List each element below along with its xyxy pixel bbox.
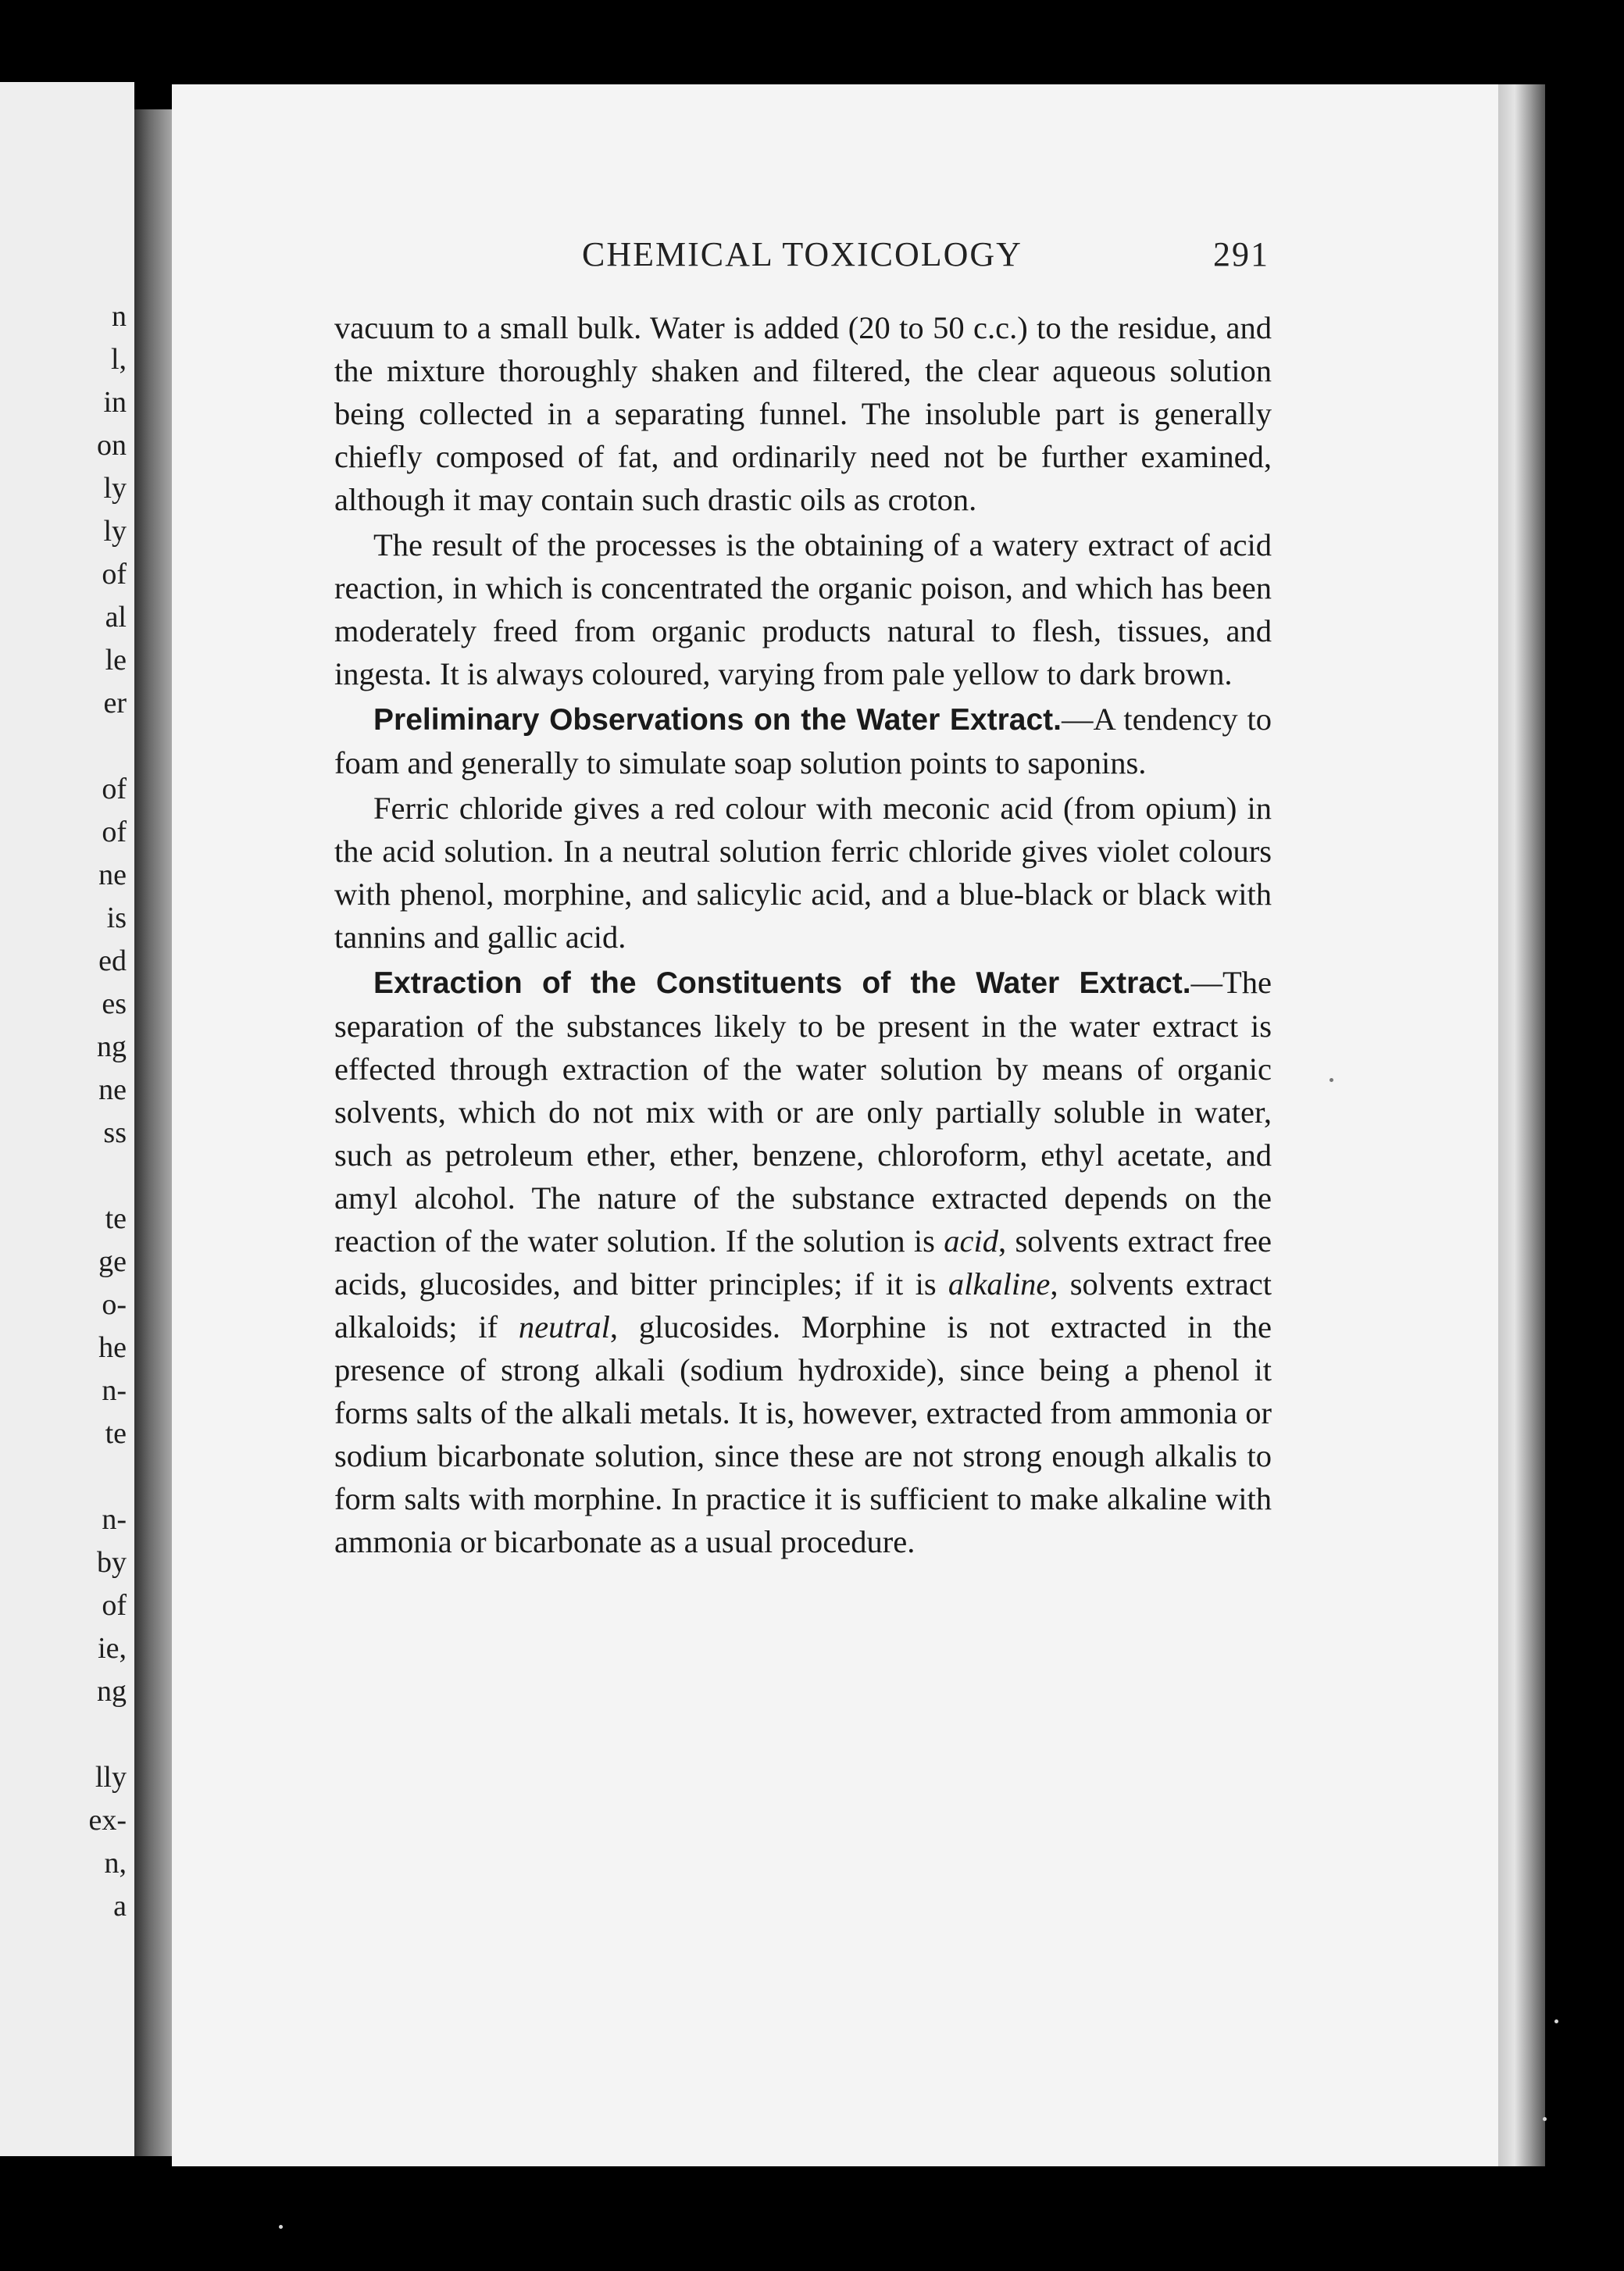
running-title: CHEMICAL TOXICOLOGY: [582, 235, 1023, 273]
left-fragment: te: [105, 1202, 127, 1235]
left-fragment: al: [105, 601, 127, 634]
left-fragment: by: [97, 1546, 127, 1579]
left-fragment: n-: [102, 1374, 127, 1407]
left-fragment: le: [105, 644, 127, 677]
left-fragment: ly: [103, 472, 127, 505]
body-text: [334, 306, 1272, 1563]
left-fragment: o-: [102, 1288, 127, 1321]
italic-term: acid: [944, 1223, 998, 1259]
left-fragment: of: [102, 1589, 127, 1622]
left-fragment: of: [102, 773, 127, 805]
section-heading: Preliminary Observations on the Water Extract.: [373, 703, 1062, 737]
dust-speck: [1543, 2117, 1547, 2121]
left-fragment: on: [97, 429, 127, 462]
left-fragment: lly: [95, 1761, 127, 1794]
paragraph-text: , solvents extract free acids, glucosides, and bitter principles; if it is: [334, 1223, 1272, 1302]
left-fragment: of: [102, 816, 127, 848]
section-heading: Extraction of the Constituents of the Water Extract.: [373, 966, 1191, 1000]
left-fragment: n-: [102, 1503, 127, 1536]
paragraph-text: , solvents extract alkaloids; if: [334, 1266, 1272, 1344]
dust-speck: [279, 2225, 283, 2229]
paragraph: Ferric chloride gives a red colour with meconic acid (from opium) in the acid solution. In a neutral solution ferric chloride gives violet colours with phenol, morphine, and salicylic acid, and a blue-black or black with tannins and gallic acid.: [334, 791, 1272, 955]
left-fragment: ng: [97, 1030, 127, 1063]
page-edge-shadow: [1498, 84, 1545, 2166]
left-fragment: in: [103, 386, 127, 419]
left-fragment: ed: [98, 944, 127, 977]
left-fragment: ge: [98, 1245, 127, 1278]
left-fragment: l,: [110, 343, 127, 376]
left-page-edge: [0, 82, 134, 2156]
paragraph: The result of the processes is the obtaining of a watery extract of acid reaction, in which is concentrated the organic poison, and which has been moderately freed from organic products natural to flesh, tissues, and ingesta. It is always coloured, varying from pale yellow to dark brown.: [334, 527, 1272, 691]
left-fragment: ss: [103, 1116, 127, 1149]
left-fragment: ie,: [98, 1632, 127, 1665]
paragraph-text: —A tendency to foam and generally to simulate soap solution points to saponins.: [334, 702, 1272, 780]
left-fragment: er: [103, 687, 127, 720]
page-number: 291: [1213, 235, 1269, 273]
paragraph-text: , glucosides. Morphine is not extracted in the presence of strong alkali (sodium hydroxide), since being a phenol it forms salts of the alkali metals. It is, however, extracted from ammonia or sodium bicarbonate solution, since these are not strong enough alkalis to form salts with morphine. In practice it is sufficient to make alkaline with ammonia or bicarbonate as a usual procedure.: [334, 1309, 1272, 1559]
left-fragment: is: [106, 902, 127, 934]
running-head: [582, 234, 1269, 281]
left-fragment: te: [105, 1417, 127, 1450]
left-fragment: of: [102, 558, 127, 591]
left-fragment: he: [98, 1331, 127, 1364]
left-fragment: ly: [103, 515, 127, 548]
book-gutter: [134, 109, 172, 2156]
left-fragment: ne: [98, 859, 127, 891]
left-fragment: n,: [104, 1847, 127, 1880]
dust-speck: [1554, 2019, 1558, 2023]
paragraph-text: —The separation of the substances likely to be present in the water extract is effected through extraction of the water solution by means of organic solvents, which do not mix with or are only partially soluble in water, such as petroleum ether, ether, benzene, chloroform, ethyl acetate, and amyl alcohol. The nature of the substance extracted depends on the reaction of the water solution. If the solution is: [334, 965, 1272, 1259]
italic-term: neutral: [518, 1309, 610, 1344]
left-fragment: es: [102, 987, 127, 1020]
italic-term: alkaline: [948, 1266, 1051, 1302]
dust-speck: [1330, 1078, 1333, 1082]
left-fragment: ne: [98, 1073, 127, 1106]
paragraph: [334, 698, 1272, 784]
left-fragment: a: [113, 1890, 127, 1923]
paragraph: vacuum to a small bulk. Water is added (20 to 50 c.c.) to the residue, and the mixture thoroughly shaken and filtered, the clear aqueous solution being collected in a separating funnel. The insoluble part is generally chiefly composed of fat, and ordinarily need not be further examined, although it may contain such drastic oils as croton.: [334, 310, 1272, 517]
left-fragment: ng: [97, 1675, 127, 1708]
left-fragment: n: [112, 300, 127, 333]
paragraph: [334, 961, 1272, 1563]
left-fragment: ex-: [88, 1804, 127, 1837]
